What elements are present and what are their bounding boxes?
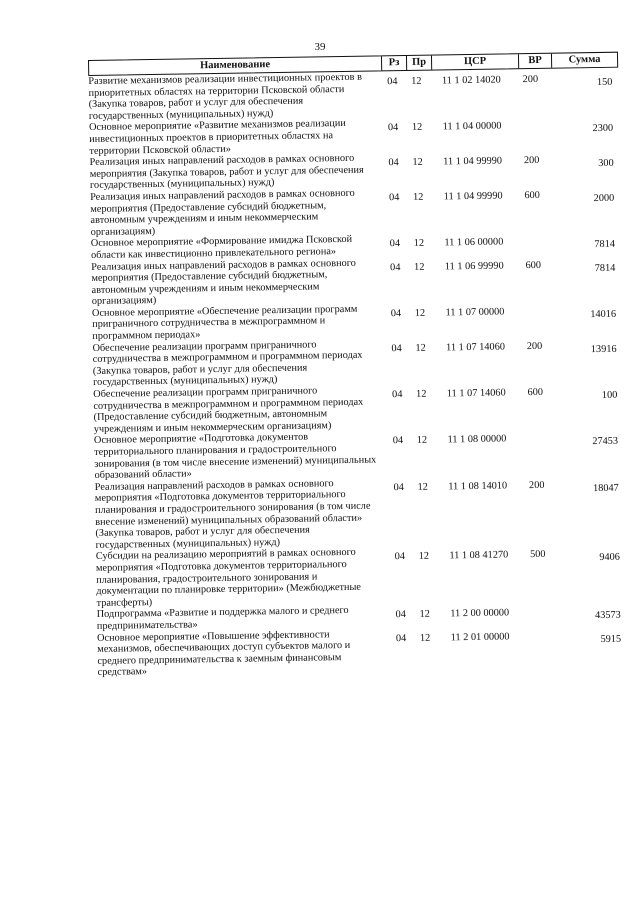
row-pr: 12 [411, 75, 422, 87]
row-sum: 7814 [594, 239, 616, 251]
row-name: Основное мероприятие «Формирование имиджа Псковской области как инвестиционно привлекательного региона» [90, 234, 353, 261]
header-csr: ЦСР [431, 54, 518, 69]
row-pr: 12 [417, 481, 428, 493]
row-name: Подпрограмма «Развитие и поддержка малого и среднего предпринимательства» [96, 605, 349, 632]
row-sum: 43573 [594, 610, 621, 622]
row-csr: 11 2 01 00000 [450, 630, 510, 643]
row-sum: 27453 [592, 436, 619, 448]
row-vr [518, 301, 551, 336]
row-name: Реализация иных направлений расходов в рамках основного мероприятия (Предоставление субсидий бюджетным, автономным учреждениям и иным некоммерческим организациям) [90, 187, 355, 238]
row-rz: 04 [395, 609, 406, 621]
row-csr: 11 1 02 14020 [441, 74, 501, 87]
row-name: Обеспечение реализации программ приграничного сотрудничества в межпрограммном и программном периодах (Предоставление субсидий бюджетным, автономным учреждениям и иным некоммерческим организациям) [93, 385, 364, 435]
row-sum: 14016 [590, 308, 617, 321]
row-csr: 11 1 07 00000 [445, 306, 505, 319]
row-pr: 12 [416, 388, 427, 400]
table-row [95, 473, 626, 551]
row-name: Основное мероприятие «Обеспечение реализации программ приграничного сотрудничества в межпрограммном и программном периодах» [91, 303, 358, 343]
row-rz: 04 [392, 435, 404, 447]
row-vr: 200 [528, 479, 545, 491]
row-vr: 600 [527, 386, 544, 399]
table-row [90, 184, 621, 239]
row-rz: 04 [391, 342, 402, 354]
row-csr: 11 1 08 14010 [448, 480, 508, 493]
row-sum: 18047 [592, 482, 619, 494]
row-name: Развитие механизмов реализации инвестиционных проектов в приоритетных областях на территории Псковской области (Закупка товаров, работ и услуг для обеспечения государственных (муниципальных) нужд) [88, 71, 362, 122]
row-sum: 150 [596, 76, 613, 89]
header-rz: Рз [381, 56, 406, 70]
row-vr: 600 [525, 259, 542, 271]
row-sum: 2300 [592, 123, 614, 135]
row-csr: 11 1 06 00000 [444, 236, 504, 249]
row-vr: 200 [526, 340, 543, 352]
row-rz: 04 [394, 551, 406, 563]
row-pr: 12 [419, 632, 431, 644]
row-sum: 5915 [600, 633, 622, 645]
row-name: Основное мероприятие «Повышение эффективности механизмов, обеспечивающих доступ субъектов малого и среднего предпринимательства к заемным финансовым средствам» [96, 628, 351, 679]
row-vr: 200 [523, 155, 540, 167]
row-csr: 11 1 07 14060 [446, 341, 506, 354]
row-csr: 11 1 06 99990 [444, 259, 504, 272]
row-pr: 12 [418, 551, 430, 563]
row-vr [520, 428, 553, 475]
page-number: 39 [314, 41, 326, 53]
row-name: Основное мероприятие «Развитие механизмов реализации инвестиционных проектов в приоритетных областях на территории Псковской области» [88, 118, 346, 157]
row-pr: 12 [412, 191, 424, 203]
row-sum: 7814 [594, 262, 616, 274]
row-rz: 04 [387, 76, 398, 88]
row-sum: 2000 [593, 192, 615, 205]
row-rz: 04 [388, 192, 400, 204]
row-rz: 04 [395, 632, 407, 644]
row-vr [523, 602, 555, 626]
row-pr: 12 [412, 156, 423, 169]
row-name: Реализация иных направлений расходов в рамках основного мероприятия (Предоставление субсидий бюджетным, автономным учреждениям и иным некоммерческим организациям) [91, 257, 356, 308]
row-csr: 11 1 07 14060 [446, 387, 506, 400]
row-rz: 04 [393, 481, 404, 494]
row-rz: 04 [389, 238, 401, 250]
row-csr: 11 1 08 41270 [449, 549, 509, 562]
row-pr: 12 [414, 261, 425, 273]
table-row [96, 543, 627, 609]
row-pr: 12 [416, 435, 428, 447]
row-rz: 04 [392, 389, 403, 401]
row-vr [515, 115, 548, 150]
row-csr: 11 1 04 99990 [443, 190, 503, 203]
header-name: Наименование [200, 59, 271, 72]
row-rz: 04 [388, 157, 399, 169]
table-row [92, 334, 623, 389]
table-body [88, 68, 627, 679]
row-pr: 12 [419, 609, 430, 621]
row-sum: 100 [601, 389, 618, 402]
row-vr: 500 [530, 549, 546, 561]
budget-table [88, 52, 628, 679]
table-row [94, 427, 625, 482]
row-rz: 04 [390, 307, 402, 320]
row-vr [523, 625, 556, 672]
row-sum: 9406 [599, 552, 620, 564]
row-pr: 12 [413, 238, 425, 250]
row-vr: 200 [522, 73, 539, 86]
row-name: Реализация направлений расходов в рамках основного мероприятия «Подготовка документов территориального планирования и градостроительного зонирования (в том числе внесение изменений) муниципальных образований области» (Закупка товаров, работ и услуг для обеспечения государственных (муниципальных) нужд) [94, 477, 371, 551]
row-pr: 12 [411, 122, 423, 134]
row-csr: 11 1 04 99990 [443, 155, 503, 168]
row-name: Основное мероприятие «Подготовка документов территориального планирования и градостроительного зонирования (в том числе внесение изменений) муниципальных образований области» [93, 431, 377, 482]
header-sum: Сумма [551, 53, 617, 68]
table-row [97, 624, 628, 679]
row-csr: 11 2 00 00000 [450, 607, 510, 620]
row-name: Субсидии на реализацию мероприятий в рамках основного мероприятия «Подготовка документов территориального планирования, градостроительного зонирования и документации по планировке территории» (Межбюджетные трансферты) [95, 547, 362, 609]
header-vr: ВР [518, 54, 551, 69]
row-sum: 13916 [590, 343, 617, 355]
row-name: Реализация иных направлений расходов в рамках основного мероприятия (Закупка товаров, работ и услуг для обеспечения государственных (муниципальных) нужд) [89, 152, 364, 192]
row-csr: 11 1 04 00000 [442, 120, 502, 133]
row-rz: 04 [387, 122, 399, 134]
row-name: Обеспечение реализации программ приграничного сотрудничества в межпрограммном и программном периодах (Закупка товаров, работ и услуг для обеспечения государственных (муниципальных) нужд) [92, 339, 363, 389]
table-row [88, 68, 619, 123]
row-vr: 600 [524, 189, 540, 202]
table-row [93, 381, 624, 436]
row-rz: 04 [390, 261, 401, 273]
table-row [91, 253, 622, 308]
row-pr: 12 [414, 307, 426, 319]
row-sum: 300 [598, 157, 614, 170]
row-pr: 12 [415, 342, 426, 354]
header-pr: Пр [406, 56, 431, 70]
row-vr [517, 231, 549, 255]
row-csr: 11 1 08 00000 [447, 433, 507, 446]
